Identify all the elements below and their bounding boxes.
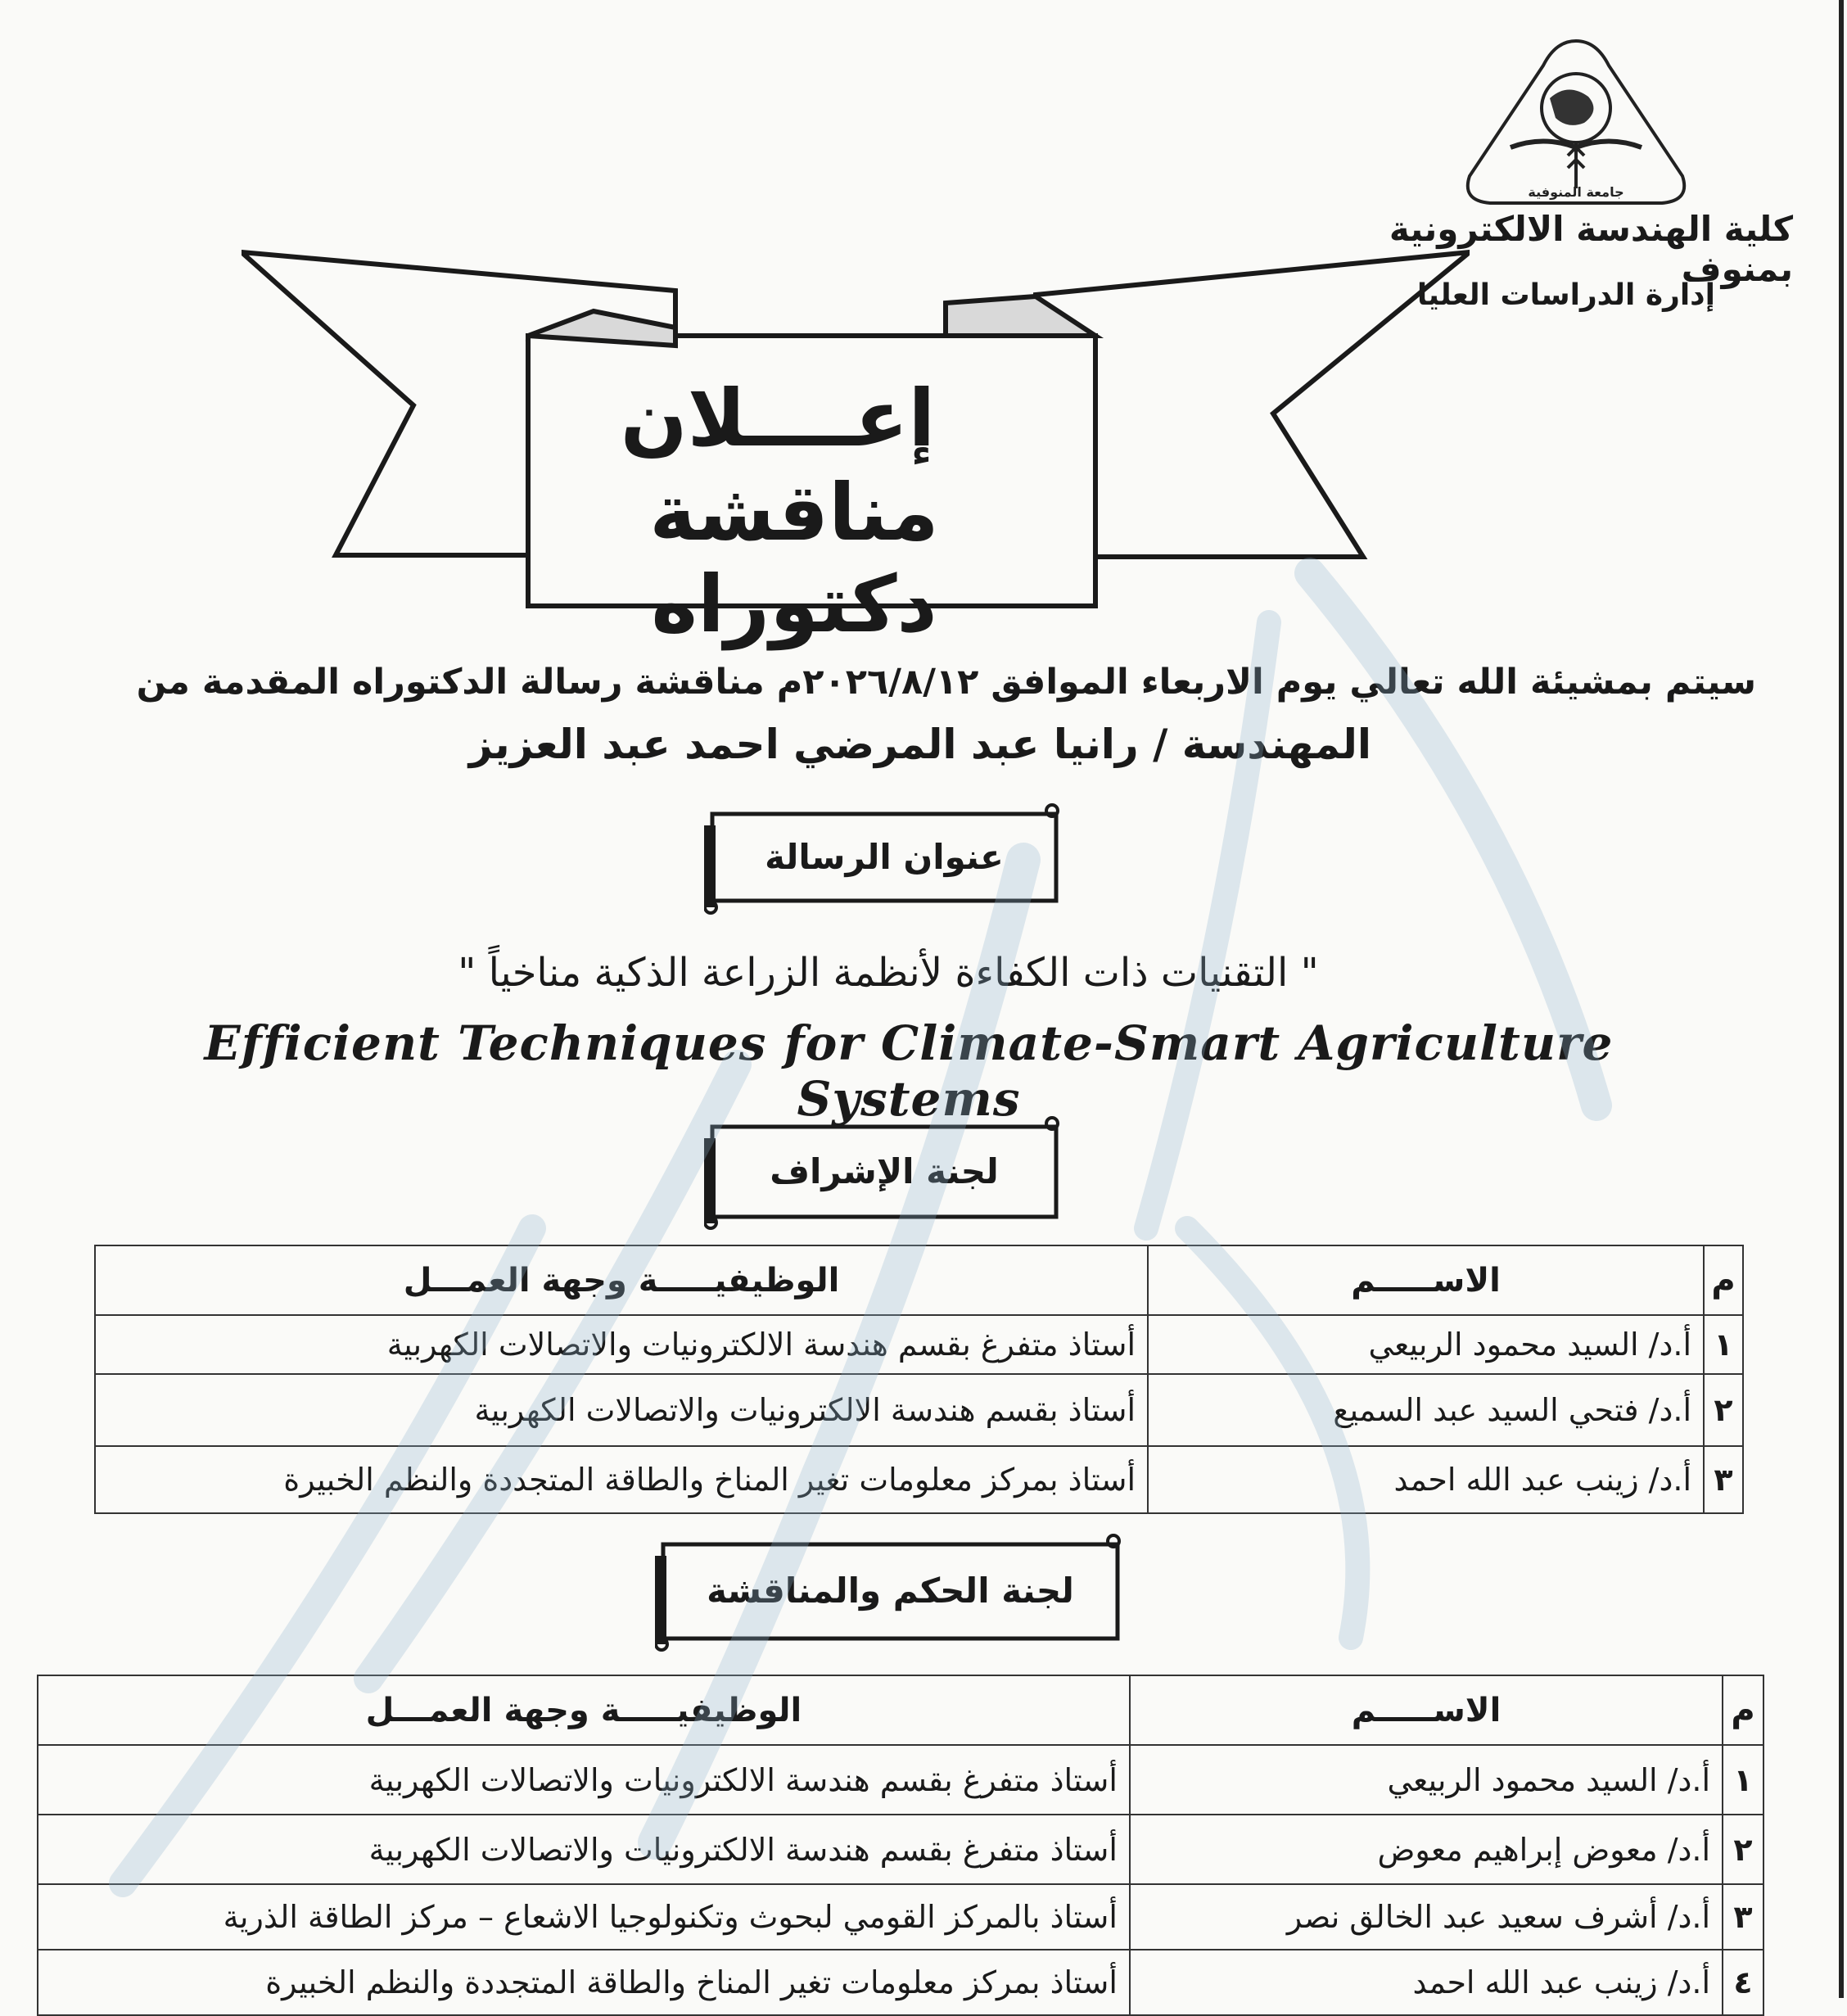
table-row (38, 1745, 1763, 1815)
candidate-name: المهندسة / رانيا عبد المرضي احمد عبد العزيز (468, 721, 1371, 768)
announcement-line-1: سيتم بمشيئة الله تعالي يوم الاربعاء الموافق ٢٠٢٦/٨/١٢م مناقشة رسالة الدكتوراه المقدمة من (136, 662, 1756, 703)
row-position: أستاذ متفرغ بقسم هندسة الالكترونيات والاتصالات الكهربية (95, 1315, 1148, 1374)
table-header-row (95, 1245, 1743, 1315)
row-num: ١ (1704, 1315, 1743, 1374)
examination-table (37, 1675, 1764, 2016)
row-position: أستاذ بمركز معلومات تغير المناخ والطاقة المتجددة والنظم الخبيرة (38, 1950, 1130, 2015)
table-row (38, 1884, 1763, 1950)
row-name: أ.د/ السيد محمود الربيعي (1130, 1745, 1723, 1815)
thesis-title-label-text: عنوان الرسالة (765, 837, 1004, 877)
row-name: أ.د/ زينب عبد الله احمد (1130, 1950, 1723, 2015)
supervision-table (94, 1245, 1744, 1514)
examination-label (655, 1531, 1126, 1654)
table-row (38, 1815, 1763, 1884)
row-name: أ.د/ معوض إبراهيم معوض (1130, 1815, 1723, 1884)
university-logo (1453, 33, 1699, 213)
header-name: الاســـــم (1148, 1245, 1704, 1315)
row-num: ٢ (1704, 1374, 1743, 1446)
table-row (95, 1315, 1743, 1374)
table-header-row (38, 1675, 1763, 1745)
row-name: أ.د/ أشرف سعيد عبد الخالق نصر (1130, 1884, 1723, 1950)
supervision-label-text: لجنة الإشراف (770, 1151, 999, 1191)
row-position: أستاذ بقسم هندسة الالكترونيات والاتصالات الكهربية (95, 1374, 1148, 1446)
examination-label-text: لجنة الحكم والمناقشة (707, 1571, 1074, 1611)
banner-title: إعــــلان (620, 373, 936, 464)
thesis-title-arabic: " التقنيات ذات الكفاءة لأنظمة الزراعة الذكية مناخياً " (458, 950, 1319, 996)
thesis-title-english: Efficient Techniques for Climate-Smart Agriculture Systems (204, 1015, 1614, 1127)
row-name: أ.د/ السيد محمود الربيعي (1148, 1315, 1704, 1374)
header-position: الوظيفيـــــة وجهة العمـــل (38, 1675, 1130, 1745)
row-position: أستاذ بالمركز القومي لبحوث وتكنولوجيا الاشعاع – مركز الطاقة الذرية (38, 1884, 1130, 1950)
header-num: م (1723, 1675, 1763, 1745)
thesis-title-label (704, 802, 1064, 917)
header-name: الاســـــم (1130, 1675, 1723, 1745)
row-num: ٣ (1723, 1884, 1763, 1950)
page-edge (1839, 0, 1844, 1998)
faculty-name: كلية الهندسة الالكترونية بمنوف (1389, 209, 1793, 289)
row-num: ١ (1723, 1745, 1763, 1815)
row-num: ٣ (1704, 1446, 1743, 1513)
table-row (38, 1950, 1763, 2015)
row-name: أ.د/ فتحي السيد عبد السميع (1148, 1374, 1704, 1446)
row-name: أ.د/ زينب عبد الله احمد (1148, 1446, 1704, 1513)
table-row (95, 1374, 1743, 1446)
row-position: أستاذ بمركز معلومات تغير المناخ والطاقة المتجددة والنظم الخبيرة (95, 1446, 1148, 1513)
row-position: أستاذ متفرغ بقسم هندسة الالكترونيات والاتصالات الكهربية (38, 1815, 1130, 1884)
row-num: ٤ (1723, 1950, 1763, 2015)
table-row (95, 1446, 1743, 1513)
supervision-label (704, 1114, 1064, 1232)
header-position: الوظيفيـــــة وجهة العمـــل (95, 1245, 1148, 1315)
banner-subtitle: مناقشة دكتوراه (649, 467, 939, 650)
row-num: ٢ (1723, 1815, 1763, 1884)
svg-text:جامعة المنوفية: جامعة المنوفية (1528, 184, 1624, 200)
row-position: أستاذ متفرغ بقسم هندسة الالكترونيات والاتصالات الكهربية (38, 1745, 1130, 1815)
header-num: م (1704, 1245, 1743, 1315)
department-name: إدارة الدراسات العليا (1416, 278, 1715, 312)
